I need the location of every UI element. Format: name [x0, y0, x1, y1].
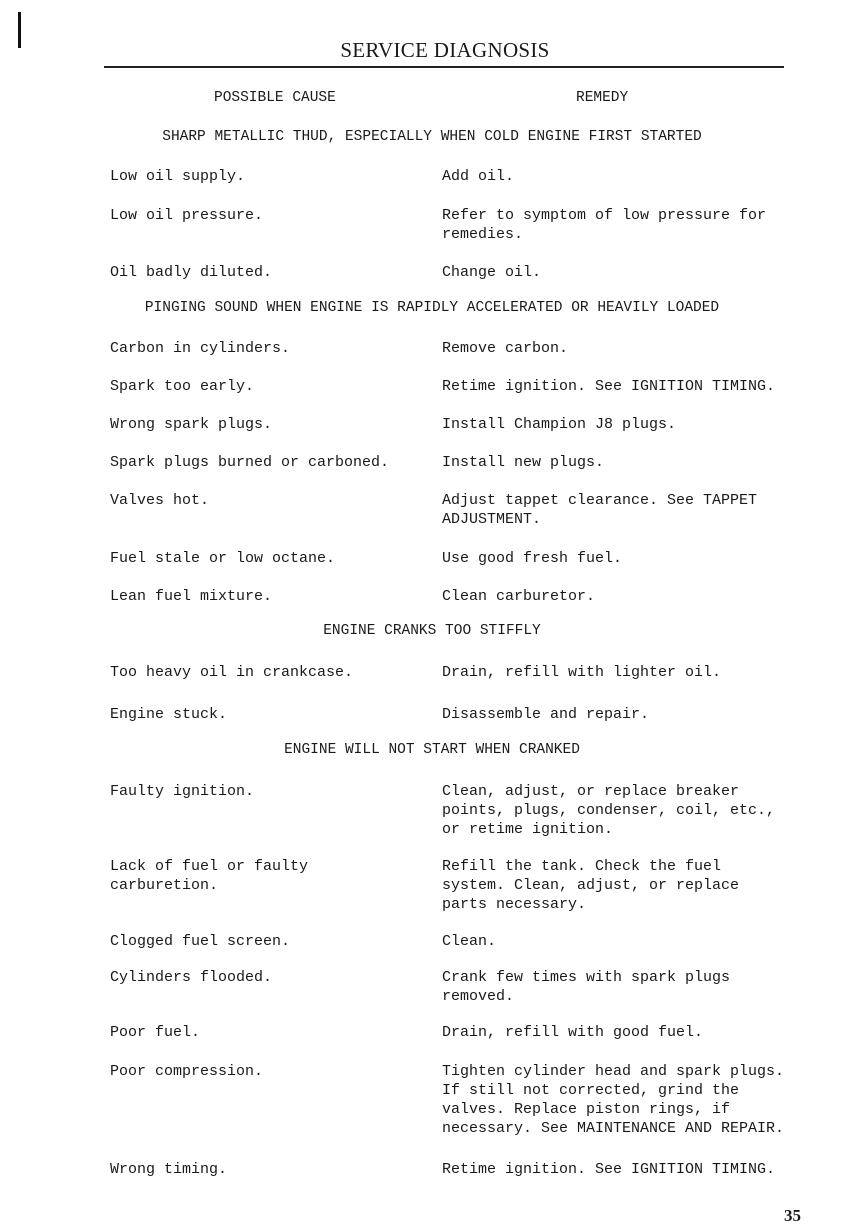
remedy-text: Use good fresh fuel.	[442, 550, 623, 567]
cause-text: Engine stuck.	[110, 706, 228, 723]
cause-text: Faulty ignition.	[110, 783, 255, 800]
section-heading: PINGING SOUND WHEN ENGINE IS RAPIDLY ACCELERATED OR HEAVILY LOADED	[144, 300, 720, 316]
cause-text: Oil badly diluted.	[110, 264, 273, 281]
cause-text: Cylinders flooded.	[110, 969, 273, 986]
remedy-text: Clean.	[442, 933, 497, 950]
cause-text: Spark too early.	[110, 378, 255, 395]
section-heading: SHARP METALLIC THUD, ESPECIALLY WHEN COLD ENGINE FIRST STARTED	[162, 129, 702, 145]
cause-text: Poor fuel.	[110, 1024, 201, 1041]
page-number: 35	[784, 1206, 801, 1225]
cause-text: Lean fuel mixture.	[110, 588, 273, 605]
cause-text: Spark plugs burned or carboned.	[110, 454, 390, 471]
remedy-text: Install Champion J8 plugs.	[442, 416, 677, 433]
cause-text: Low oil supply.	[110, 168, 246, 185]
remedy-text: Retime ignition. See IGNITION TIMING.	[442, 1161, 776, 1178]
column-header-remedy: REMEDY	[576, 90, 629, 106]
column-header-cause: POSSIBLE CAUSE	[214, 90, 336, 106]
remedy-text: Clean, adjust, or replace breaker points, plugs, condenser, coil, etc., or retime ignition.	[442, 783, 776, 838]
cause-text: Carbon in cylinders.	[110, 340, 291, 357]
remedy-text: Refill the tank. Check the fuel system. Clean, adjust, or replace parts necessary.	[442, 858, 740, 913]
cause-text: Fuel stale or low octane.	[110, 550, 336, 567]
remedy-text: Clean carburetor.	[442, 588, 596, 605]
cause-text: Poor compression.	[110, 1063, 264, 1080]
cause-text: Clogged fuel screen.	[110, 933, 291, 950]
remedy-text: Adjust tappet clearance. See TAPPET ADJUSTMENT.	[442, 492, 758, 528]
page-title: SERVICE DIAGNOSIS	[340, 38, 550, 62]
remedy-text: Drain, refill with good fuel.	[442, 1024, 704, 1041]
remedy-text: Add oil.	[442, 168, 515, 185]
remedy-text: Remove carbon.	[442, 340, 569, 357]
cause-text: Lack of fuel or faulty carburetion.	[110, 858, 309, 894]
remedy-text: Tighten cylinder head and spark plugs. If still not corrected, grind the valves. Replace piston rings, if necessary. See MAINTENANCE AND REPAIR.	[442, 1063, 785, 1137]
cause-text: Wrong timing.	[110, 1161, 228, 1178]
section-heading: ENGINE CRANKS TOO STIFFLY	[323, 623, 541, 639]
cause-text: Valves hot.	[110, 492, 210, 509]
title-rule	[104, 66, 784, 68]
cause-text: Too heavy oil in crankcase.	[110, 664, 354, 681]
section-heading: ENGINE WILL NOT START WHEN CRANKED	[284, 742, 580, 758]
remedy-text: Retime ignition. See IGNITION TIMING.	[442, 378, 776, 395]
remedy-text: Change oil.	[442, 264, 542, 281]
remedy-text: Install new plugs.	[442, 454, 605, 471]
remedy-text: Disassemble and repair.	[442, 706, 650, 723]
cause-text: Wrong spark plugs.	[110, 416, 273, 433]
remedy-text: Refer to symptom of low pressure for remedies.	[442, 207, 767, 243]
remedy-text: Crank few times with spark plugs removed.	[442, 969, 731, 1005]
cause-text: Low oil pressure.	[110, 207, 264, 224]
remedy-text: Drain, refill with lighter oil.	[442, 664, 722, 681]
